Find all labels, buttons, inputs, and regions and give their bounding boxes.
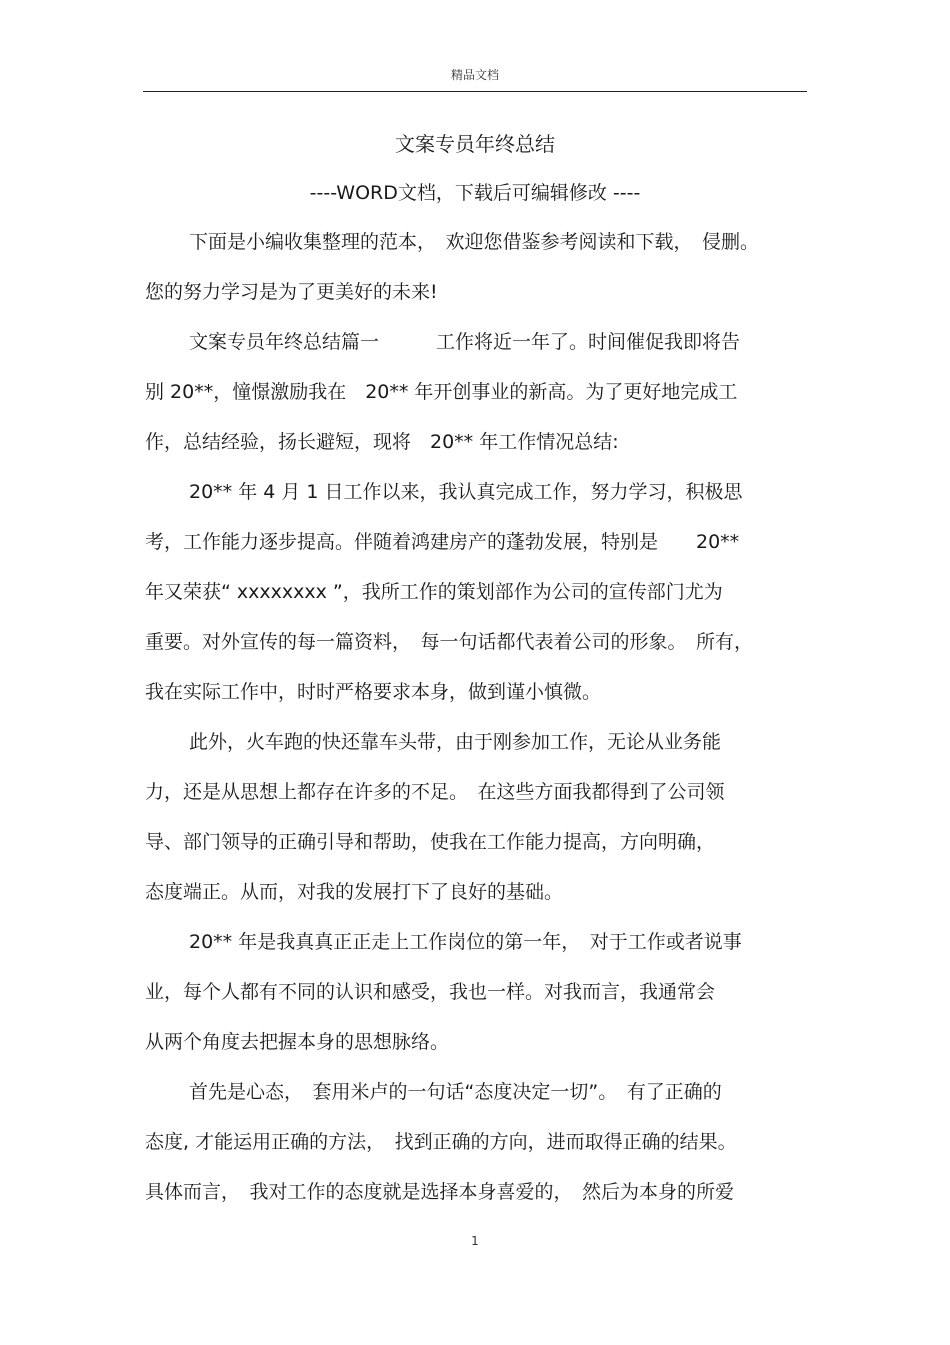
document-title: 文案专员年终总结 — [395, 132, 555, 156]
text-line: 我在实际工作中，时时严格要求本身，做到谨小慎微。 — [145, 681, 602, 703]
document-body — [145, 225, 805, 1225]
text-line: 文案专员年终总结篇一 工作将近一年了。时间催促我即将告 — [189, 331, 741, 353]
text-line: 年又荣获“ xxxxxxxx ”，我所工作的策划部作为公司的宣传部门尤为 — [145, 581, 723, 603]
text-line: 导、部门领导的正确引导和帮助，使我在工作能力提高，方向明确， — [145, 831, 716, 853]
text-line: 业，每个人都有不同的认识和感受，我也一样。对我而言，我通常会 — [145, 981, 716, 1003]
text-line: 下面是小编收集整理的范本， 欢迎您借鉴参考阅读和下载， 侵删。 — [189, 231, 760, 253]
text-line: 态度端正。从而，对我的发展打下了良好的基础。 — [145, 881, 564, 903]
text-line: 您的努力学习是为了更美好的未来! — [145, 281, 438, 303]
text-line: 力，还是从思想上都存在许多的不足。 在这些方面我都得到了公司领 — [145, 781, 725, 803]
text-line: 首先是心态， 套用米卢的一句话“态度决定一切”。 有了正确的 — [189, 1081, 722, 1103]
text-line: 20** 年是我真真正正走上工作岗位的第一年， 对于工作或者说事 — [189, 931, 742, 953]
text-line: 别 20**，憧憬激励我在 20** 年开创事业的新高。为了更好地完成工 — [145, 381, 738, 403]
document-subtitle: ----WORD文档，下载后可编辑修改 ---- — [309, 182, 641, 204]
text-line: 此外，火车跑的快还靠车头带，由于刚参加工作，无论从业务能 — [189, 731, 722, 753]
text-line: 20** 年 4 月 1 日工作以来，我认真完成工作，努力学习，积极思 — [189, 481, 743, 503]
header-label: 精品文档 — [450, 68, 499, 82]
text-line: 考，工作能力逐步提高。伴随着鸿建房产的蓬勃发展，特别是 20** — [145, 531, 740, 553]
page-number: 1 — [471, 1234, 479, 1248]
text-line: 作，总结经验，扬长避短，现将 20** 年工作情况总结: — [145, 431, 619, 453]
text-line: 从两个角度去把握本身的思想脉络。 — [145, 1031, 450, 1053]
text-line: 重要。对外宣传的每一篇资料， 每一句话都代表着公司的形象。 所有， — [145, 631, 754, 653]
text-line: 态度, 才能运用正确的方法， 找到正确的方向，进而取得正确的结果。 — [145, 1131, 737, 1153]
text-line: 具体而言， 我对工作的态度就是选择本身喜爱的， 然后为本身的所爱 — [145, 1181, 735, 1203]
header-divider — [143, 91, 807, 92]
